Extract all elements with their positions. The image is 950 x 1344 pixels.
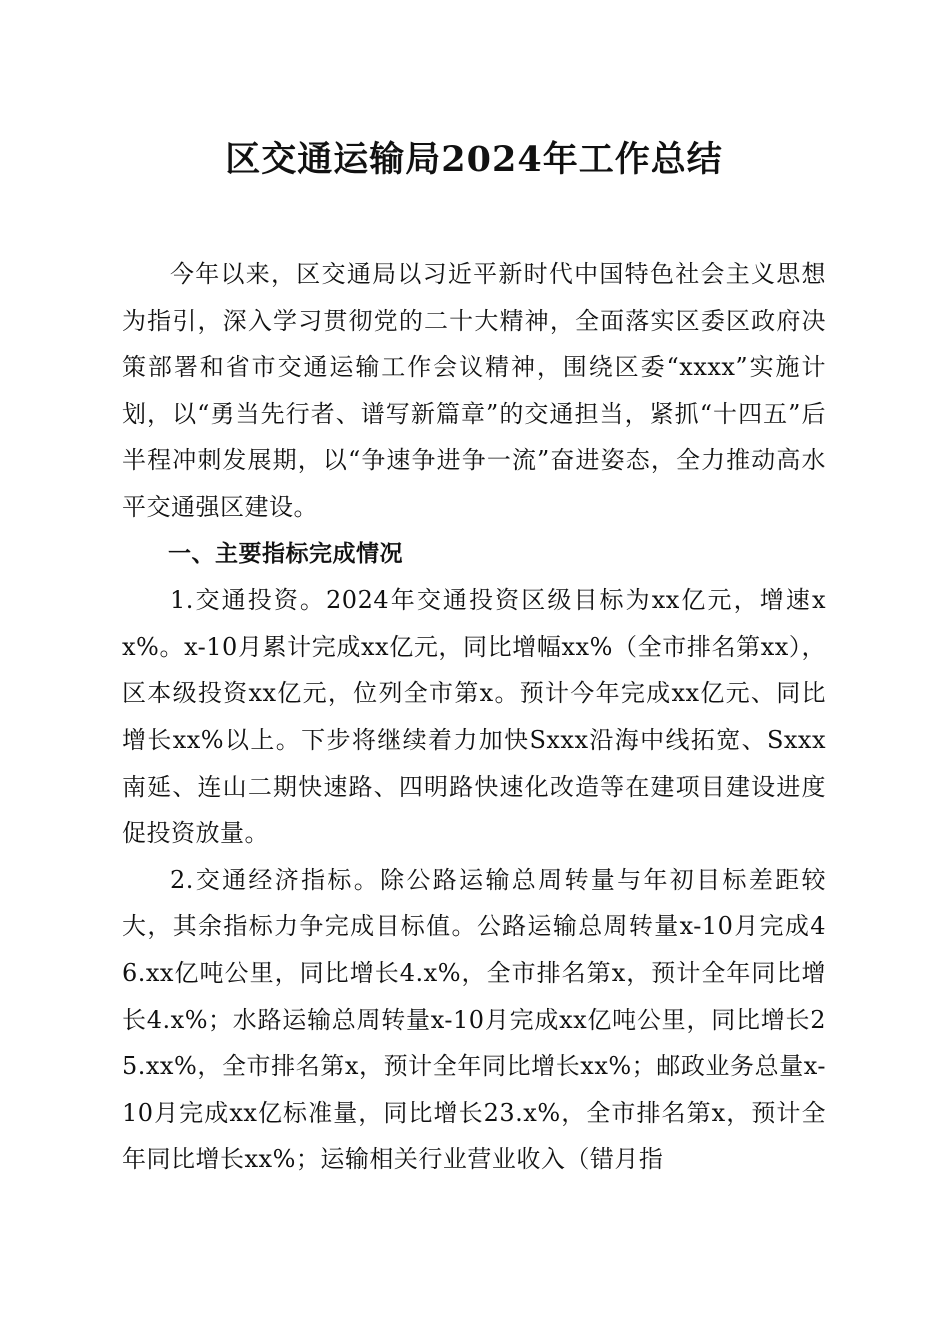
intro-paragraph: 今年以来，区交通局以习近平新时代中国特色社会主义思想为指引，深入学习贯彻党的二十大精神，全面落实区委区政府决策部署和省市交通运输工作会议精神，围绕区委“xxxx”实施计划，以“勇当先行者、谱写新篇章”的交通担当，紧抓“十四五”后半程冲刺发展期，以“争速争进争一流”奋进姿态，全力推动高水平交通强区建设。: [122, 260, 826, 521]
transport-investment-paragraph: 1.交通投资。2024年交通投资区级目标为xx亿元，增速xx%。x-10月累计完成xx亿元，同比增幅xx%（全市排名第xx），区本级投资xx亿元，位列全市第x。预计今年完成xx亿元、同比增长xx%以上。下步将继续着力加快Sxxx沿海中线拓宽、Sxxx南延、连山二期快速路、四明路快速化改造等在建项目建设进度促投资放量。: [122, 586, 826, 848]
document-body: [122, 251, 826, 1183]
section-heading: 一、主要指标完成情况: [168, 540, 403, 567]
transport-economy-paragraph: 2.交通经济指标。除公路运输总周转量与年初目标差距较大，其余指标力争完成目标值。公路运输总周转量x-10月完成46.xx亿吨公里，同比增长4.x%，全市排名第x，预计全年同比增长4.x%；水路运输总周转量x-10月完成xx亿吨公里，同比增长25.xx%，全市排名第x，预计全年同比增长xx%；邮政业务总量x-10月完成xx亿标准量，同比增长23.x%，全市排名第x，预计全年同比增长xx%；运输相关行业营业收入（错月指: [122, 865, 826, 1174]
document-title: 区交通运输局2024年工作总结: [225, 139, 723, 180]
